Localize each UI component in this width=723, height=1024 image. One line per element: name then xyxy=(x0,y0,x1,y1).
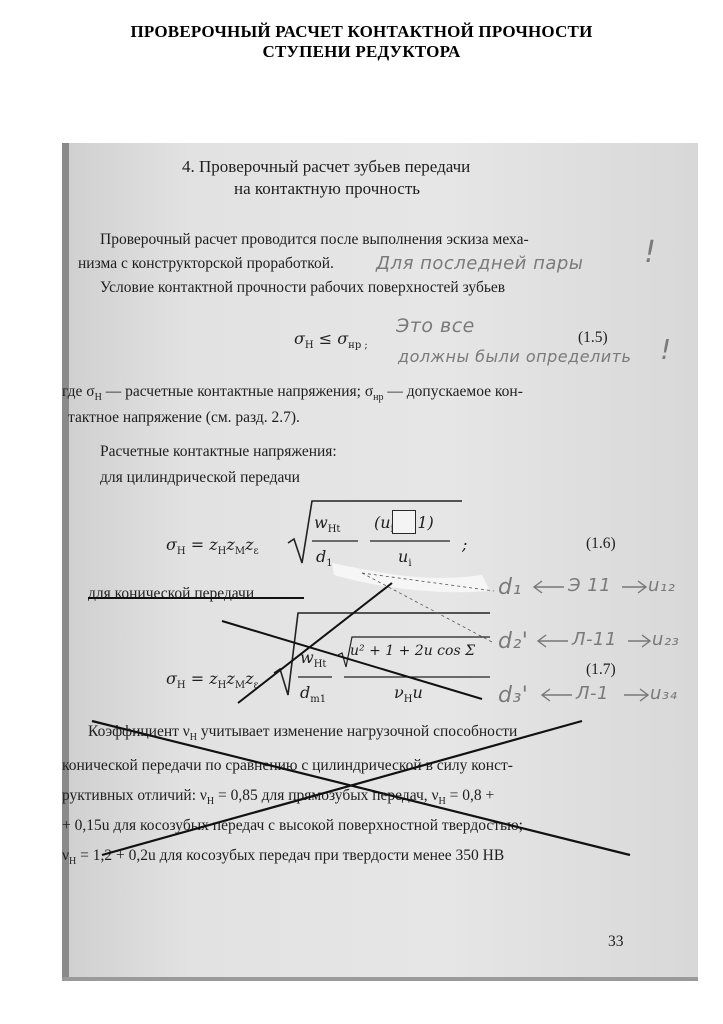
f16-z1-sub: Н xyxy=(217,546,227,557)
arrow-row-2-left xyxy=(538,635,568,647)
p3-text-c: — допускаемое кон- xyxy=(383,383,523,400)
p3-sub-b: нр xyxy=(373,392,384,403)
f16-z3: z xyxy=(245,535,254,554)
f17-z3-sub: ε xyxy=(253,680,259,691)
f17-w: w xyxy=(300,648,314,667)
scanned-page xyxy=(62,143,698,981)
slide-title xyxy=(0,22,723,62)
formula-1-6-semicolon: ; xyxy=(462,535,468,554)
handwritten-row-2-gear: Л-11 xyxy=(572,629,617,650)
f17-den2: u xyxy=(412,683,423,702)
f17-den-sub: Н xyxy=(403,694,413,705)
f16-sigma: σ xyxy=(166,535,177,554)
handwritten-note-all-line-1: Это все xyxy=(396,315,475,337)
k1-b: учитывает изменение нагрузочной способности xyxy=(197,723,518,740)
p3-text-b: — расчетные контактные напряжения; σ xyxy=(101,383,374,400)
k3-a: руктивных отличий: ν xyxy=(62,787,207,804)
cross-line-1 xyxy=(222,621,482,699)
conic-gear-label: для конической передачи xyxy=(88,585,255,602)
k1-a: Коэффициент ν xyxy=(88,723,190,740)
handwritten-row-2-u: u₂₃ xyxy=(652,629,680,650)
handwritten-row-2-d: d₂' xyxy=(498,629,529,654)
f16-den: u xyxy=(398,547,409,566)
f16-den-sub: i xyxy=(408,558,412,569)
equation-number-1-6: (1.6) xyxy=(586,535,616,552)
handwritten-exclamation-2: ! xyxy=(660,333,672,366)
page-number: 33 xyxy=(608,933,624,950)
handwritten-row-3-u: u₃₄ xyxy=(650,683,678,704)
k3-b: = 0,85 для прямозубых передач, ν xyxy=(214,787,439,804)
handwritten-note-all-line-2: должны были определить xyxy=(398,347,632,366)
f17-sigma-sub: Н xyxy=(176,680,186,691)
f16-z2: z xyxy=(226,535,235,554)
handwritten-note-last-pair: Для последней пары xyxy=(376,253,584,274)
arrow-row-2-right xyxy=(628,635,650,647)
section-heading-line-2: на контактную прочность xyxy=(234,179,421,198)
f16-sigma-sub: Н xyxy=(176,546,186,557)
arrow-row-1-right xyxy=(622,581,646,593)
leq-symbol: ≤ σ xyxy=(318,329,349,348)
coefficient-line-4: + 0,15u для косозубых передач с высокой поверхностной твердостью; xyxy=(62,817,523,834)
paragraph-1-line-1: Проверочный расчет проводится после выполнения эскиза меха- xyxy=(100,231,529,248)
f16-d-sub: 1 xyxy=(326,558,333,569)
k5-a: ν xyxy=(62,847,70,864)
f17-w-sub: Ht xyxy=(313,659,327,670)
k1-sub: Н xyxy=(189,732,198,743)
slide-title-line-1: ПРОВЕРОЧНЫЙ РАСЧЕТ КОНТАКТНОЙ ПРОЧНОСТИ xyxy=(130,22,593,41)
handwritten-row-1-d: d₁ xyxy=(498,575,522,600)
f17-z3: z xyxy=(245,669,254,688)
sigma-subscript: Н xyxy=(304,340,314,351)
equation-number-1-5: (1.5) xyxy=(578,329,608,346)
section-heading-line-1: 4. Проверочный расчет зубьев передачи xyxy=(182,157,471,176)
f17-eq: = z xyxy=(190,669,218,688)
f16-eq: = z xyxy=(190,535,218,554)
p3-text-a: где σ xyxy=(62,383,95,400)
f17-d-sub2: 1 xyxy=(319,694,327,705)
f17-d: d xyxy=(300,683,311,702)
f16-z2-sub: М xyxy=(234,546,246,557)
k3-c: = 0,8 + xyxy=(445,787,495,804)
sigma-np-subscript: нр ; xyxy=(348,340,368,351)
arrow-row-3-left xyxy=(542,689,572,701)
f16-w-sub: Ht xyxy=(327,524,341,535)
handwritten-row-1-u: u₁₂ xyxy=(648,575,676,596)
k3-sub: Н xyxy=(206,796,215,807)
slide-title-line-2: СТУПЕНИ РЕДУКТОРА xyxy=(262,42,461,61)
f16-one: 1) xyxy=(417,513,434,532)
f17-z2-sub: М xyxy=(234,680,246,691)
radical-sign-1-6 xyxy=(288,501,462,563)
f16-w: w xyxy=(314,513,328,532)
paragraph-1-line-2: низма с конструкторской проработкой. xyxy=(78,255,334,272)
handwritten-exclamation-1: ! xyxy=(644,235,657,270)
radical-sign-1-7 xyxy=(274,613,490,695)
f16-num: (u xyxy=(374,513,391,532)
handwritten-row-3-gear: Л-1 xyxy=(576,683,609,704)
handwritten-row-3-d: d₃' xyxy=(498,683,529,708)
f17-den: ν xyxy=(394,683,404,702)
f17-z2: z xyxy=(226,669,235,688)
cross-line-2 xyxy=(238,583,392,703)
paragraph-2-line-1: Условие контактной прочности рабочих поверхностей зубьев xyxy=(100,279,506,296)
paragraph-3-line-2: тактное напряжение (см. разд. 2.7). xyxy=(68,409,300,426)
handwritten-row-1-gear: Э 11 xyxy=(568,575,612,596)
f17-sigma: σ xyxy=(166,669,177,688)
k3-sub2: Н xyxy=(438,796,446,807)
sigma-symbol: σ xyxy=(294,329,305,348)
k5-sub: Н xyxy=(69,856,77,867)
coefficient-line-2: конической передачи по сравнению с цилиндрической в силу конст- xyxy=(62,757,513,774)
equation-number-1-7: (1.7) xyxy=(586,661,616,678)
arrow-row-3-right xyxy=(624,689,648,701)
whiteout-smudge xyxy=(332,563,490,592)
paragraph-4-line-1: Расчетные контактные напряжения: xyxy=(100,443,337,460)
f17-z1-sub: Н xyxy=(217,680,227,691)
f16-d: d xyxy=(316,547,327,566)
ink-strokes xyxy=(62,143,698,981)
f16-z3-sub: ε xyxy=(253,546,259,557)
k5-b: = 1,2 + 0,2u для косозубых передач при твердости менее 350 НВ xyxy=(76,847,505,864)
arrow-row-1-left xyxy=(534,581,564,593)
formula-1-7-numerator: u² + 1 + 2u cos Σ xyxy=(350,643,475,659)
f17-d-sub: m xyxy=(310,694,320,705)
paragraph-4-line-2: для цилиндрической передачи xyxy=(100,469,300,486)
p3-sub-a: Н xyxy=(94,392,102,403)
